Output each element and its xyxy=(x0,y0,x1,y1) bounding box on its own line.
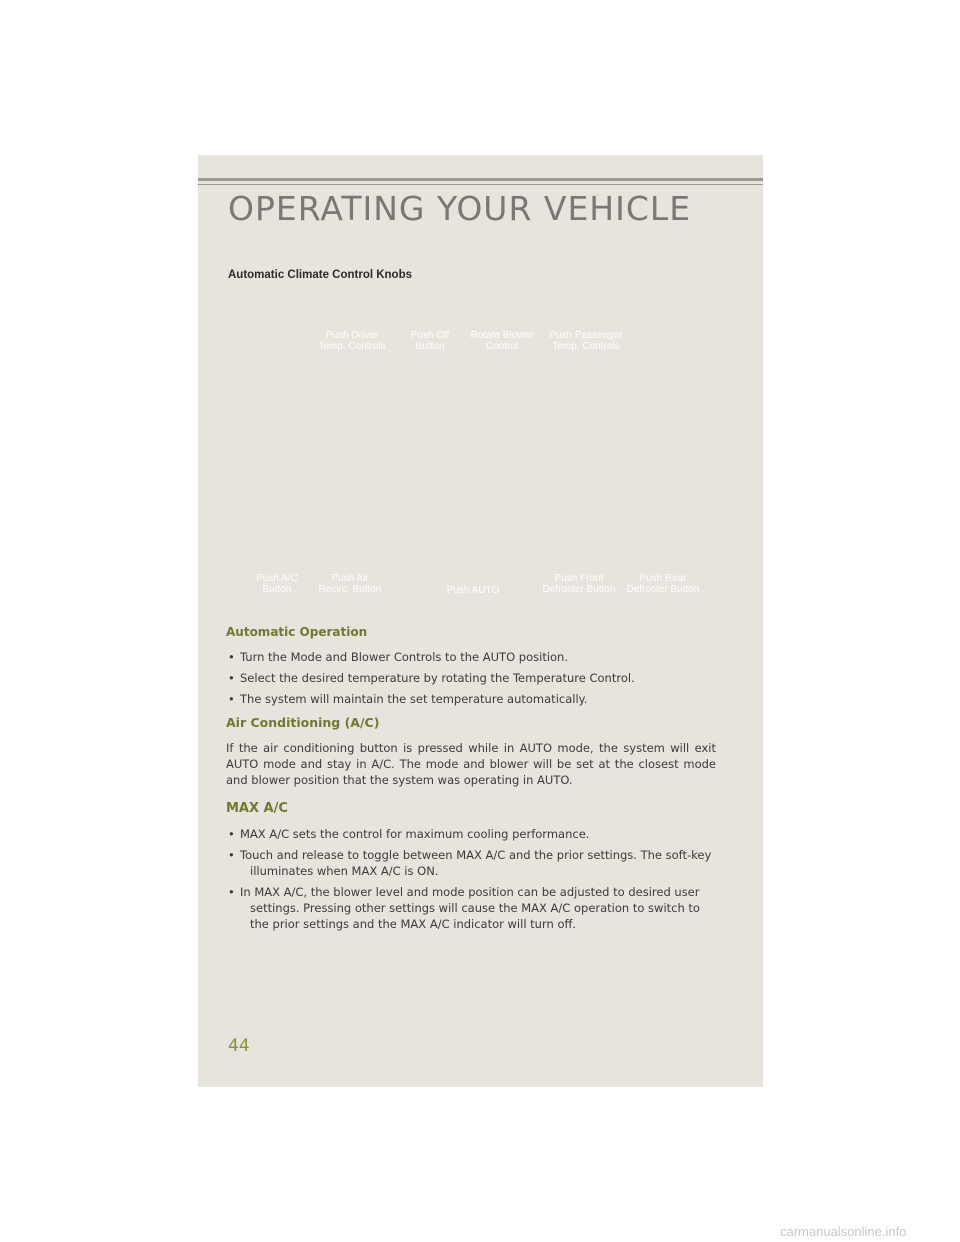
callout-rotate-blower: Rotate Blower Control xyxy=(470,330,534,352)
automatic-operation-list xyxy=(226,649,716,712)
manual-page xyxy=(198,155,763,1087)
max-ac-list xyxy=(226,826,716,937)
page-number: 44 xyxy=(228,1036,250,1056)
list-item: • The system will maintain the set temperature automatically. xyxy=(226,691,716,707)
section-title: OPERATING YOUR VEHICLE xyxy=(228,189,692,228)
air-conditioning-paragraph: If the air conditioning button is pressed while in AUTO mode, the system will exit AUTO mode and stay in A/C. The mode and blower will be set at the closest mode and blower position that the system was operating in AUTO. xyxy=(226,741,716,787)
callout-push-off: Push Off Button xyxy=(410,330,450,352)
callout-push-air-recirc: Push Air Recirc. Button xyxy=(318,573,382,595)
callout-push-driver-temp: Push Driver Temp. Controls xyxy=(318,330,386,352)
callout-push-rear-defroster: Push Rear Defroster Button xyxy=(626,573,700,595)
heading-air-conditioning: Air Conditioning (A/C) xyxy=(226,715,380,730)
callout-push-front-defroster: Push Front Defroster Button xyxy=(542,573,616,595)
figure-caption: Automatic Climate Control Knobs xyxy=(228,269,413,281)
callout-push-ac: Push A/C Button xyxy=(256,573,298,595)
watermark: carmanualsonline.info xyxy=(780,1224,907,1239)
callout-push-auto: Push AUTO xyxy=(446,585,500,596)
list-item: • In MAX A/C, the blower level and mode position can be adjusted to desired user settings. Pressing other settings will cause the MAX A/C operation to switch to the prior settings and the MAX A/C indicator will turn off. xyxy=(226,884,716,932)
list-item: • Touch and release to toggle between MAX A/C and the prior settings. The soft-key illuminates when MAX A/C is ON. xyxy=(226,847,716,879)
list-item: • Turn the Mode and Blower Controls to the AUTO position. xyxy=(226,649,716,665)
heading-max-ac: MAX A/C xyxy=(226,801,288,816)
callout-push-passenger-temp: Push Passenger Temp. Controls xyxy=(549,330,623,352)
header-rule xyxy=(198,178,763,181)
header-rule-thin xyxy=(198,184,763,185)
heading-automatic-operation: Automatic Operation xyxy=(226,625,368,639)
list-item: • Select the desired temperature by rotating the Temperature Control. xyxy=(226,670,716,686)
list-item: • MAX A/C sets the control for maximum cooling performance. xyxy=(226,826,716,842)
